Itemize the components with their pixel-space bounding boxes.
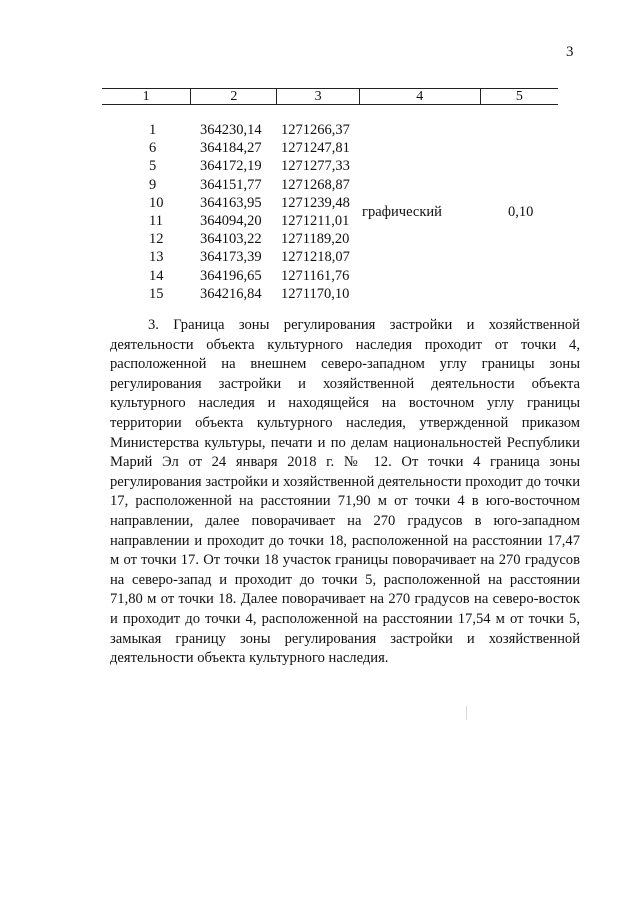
table-row	[102, 267, 558, 285]
table-row	[102, 194, 558, 212]
point-number: 1	[149, 122, 157, 138]
x-coordinate: 364163,95	[200, 194, 262, 211]
table-row	[102, 230, 558, 248]
y-coordinate: 1271239,48	[281, 194, 350, 211]
table-row	[102, 212, 558, 230]
point-number: 10	[149, 194, 164, 211]
point-number: 6	[149, 140, 157, 157]
y-coordinate: 1271211,01	[281, 212, 350, 229]
x-coordinate: 364173,39	[200, 249, 262, 266]
y-coordinate: 1271277,33	[281, 158, 350, 175]
scan-mark	[466, 706, 467, 720]
point-number: 5	[149, 158, 157, 175]
point-number: 14	[149, 267, 164, 284]
x-coordinate: 364094,20	[200, 212, 262, 229]
y-coordinate: 1271218,07	[281, 249, 350, 266]
point-number: 12	[149, 231, 164, 248]
point-number: 13	[149, 249, 164, 266]
y-coordinate: 1271268,87	[281, 176, 350, 193]
x-coordinate: 364184,27	[200, 140, 262, 157]
x-coordinate: 364216,84	[200, 285, 262, 302]
y-coordinate: 1271247,81	[281, 140, 350, 157]
header-col-5: 5	[480, 89, 558, 105]
y-coordinate: 1271170,10	[281, 285, 350, 302]
header-col-2: 2	[191, 89, 277, 105]
header-col-4: 4	[359, 89, 480, 105]
header-col-1: 1	[102, 89, 191, 105]
table-row	[102, 121, 558, 139]
table-header	[102, 88, 558, 105]
x-coordinate: 364230,14	[200, 122, 262, 138]
page-number: 3	[566, 44, 574, 60]
point-number: 11	[149, 212, 163, 229]
boundary-description-paragraph: 3. Граница зоны регулирования застройки и хозяйственной деятельности объекта культурного наследия проходит от точки 4, расположенной на внешнем северо-западном углу границы зоны регулирования застройки и хозяйственной деятельности объекта культурного наследия и находящейся на восточном углу границы территории объекта культурного наследия, утвержденной приказом Министерства культуры, печати и по делам национальностей Республики Марий Эл от 24 января 2018 г. № 12. От точки 4 граница зоны регулирования застройки и хозяйственной деятельности проходит до точки 17, расположенной на расстоянии 71,90 м от точки 4 в юго-восточном направлении, далее поворачивает на 270 градусов в юго-западном направлении и проходит до точки 18, расположенной на расстоянии 17,47 м от точки 17. От точки 18 участок границы поворачивает на 270 градусов на северо-запад и проходит до точки 5, расположенной на расстоянии 71,80 м от точки 18. Далее поворачивает на 270 градусов на северо-восток и проходит до точки 4, расположенной на расстоянии 17,54 м от точки 5, замыкая границу зоны регулирования застройки и хозяйственной деятельности объекта культурного наследия.	[110, 317, 580, 667]
header-col-3: 3	[277, 89, 359, 105]
table-row	[102, 139, 558, 157]
table-row	[102, 157, 558, 175]
point-number: 9	[149, 176, 157, 193]
y-coordinate: 1271189,20	[281, 231, 350, 248]
coordinates-table	[102, 121, 558, 303]
point-number: 15	[149, 285, 164, 302]
table-row	[102, 176, 558, 194]
x-coordinate: 364151,77	[200, 176, 262, 193]
table-row	[102, 285, 558, 303]
determination-method: графический	[362, 204, 442, 220]
y-coordinate: 1271266,37	[281, 122, 350, 138]
x-coordinate: 364103,22	[200, 231, 262, 248]
x-coordinate: 364196,65	[200, 267, 262, 284]
y-coordinate: 1271161,76	[281, 267, 350, 284]
table-row	[102, 248, 558, 266]
accuracy-value: 0,10	[508, 204, 534, 220]
x-coordinate: 364172,19	[200, 158, 262, 175]
